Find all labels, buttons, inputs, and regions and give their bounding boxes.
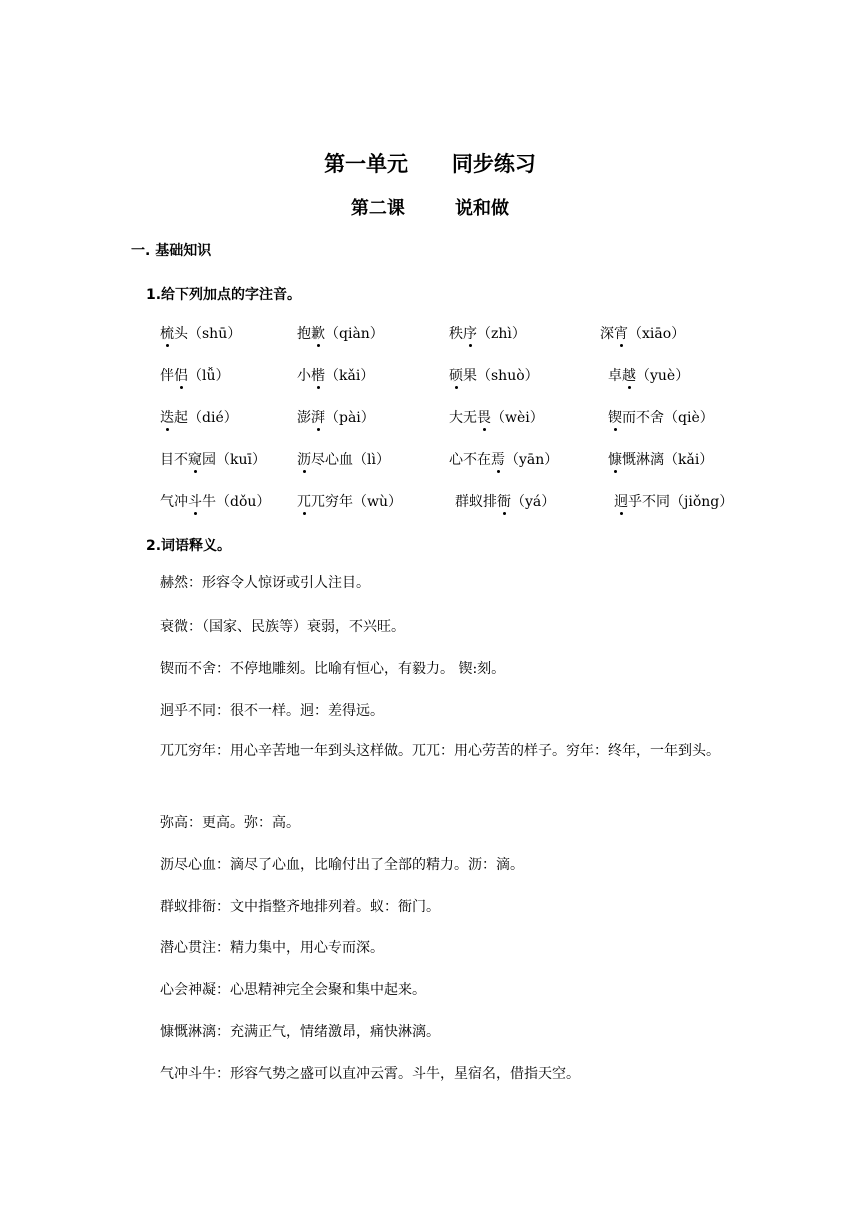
dotted-character: 畏: [477, 410, 491, 426]
pinyin-item-text: 心不在: [449, 452, 491, 468]
pinyin-reading: 兀穷年（wù）: [311, 494, 402, 510]
pinyin-item-text: 气冲: [160, 494, 188, 510]
pinyin-item: [160, 324, 241, 344]
dotted-character: 迭: [160, 410, 174, 426]
definition-item: 衰微：（国家、民族等）衰弱，不兴旺。: [160, 619, 405, 635]
definition-item: 气冲斗牛：形容气势之盛可以直冲云霄。斗牛，星宿名，借指天空。: [160, 1066, 580, 1082]
question-2-heading: 2.词语释义。: [146, 538, 232, 554]
dotted-character: 衙: [497, 494, 511, 510]
dotted-character: 歉: [311, 326, 325, 342]
pinyin-item-text: 抱: [297, 326, 311, 342]
pinyin-item: [614, 492, 733, 512]
definition-item: 兀兀穷年：用心辛苦地一年到头这样做。兀兀：用心劳苦的样子。穷年：终年，一年到头。: [160, 743, 720, 759]
dotted-character: 沥: [297, 452, 311, 468]
dotted-character: 慷: [608, 452, 622, 468]
dotted-character: 侣: [174, 368, 188, 384]
pinyin-item: [160, 366, 230, 386]
pinyin-item-text: 秩: [449, 326, 463, 342]
pinyin-reading: （xiāo）: [628, 326, 686, 342]
pinyin-item-text: 深: [600, 326, 614, 342]
definition-item: 赫然：形容令人惊讶或引人注目。: [160, 575, 370, 591]
pinyin-item: [160, 492, 270, 512]
pinyin-reading: 尽心血（lì）: [311, 452, 390, 468]
definition-item: 沥尽心血：滴尽了心血，比喻付出了全部的精力。沥：滴。: [160, 857, 524, 873]
dotted-character: 斗: [188, 494, 202, 510]
definition-item: 锲而不舍：不停地雕刻。比喻有恒心，有毅力。 锲:刻。: [160, 661, 506, 677]
pinyin-reading: （wèi）: [491, 410, 544, 426]
pinyin-reading: 头（shū）: [174, 326, 242, 342]
pinyin-reading: 起（dié）: [174, 410, 238, 426]
pinyin-reading: 果（shuò）: [463, 368, 539, 384]
pinyin-reading: （kǎi）: [325, 368, 375, 384]
pinyin-reading: （yuè）: [636, 368, 690, 384]
dotted-character: 宵: [614, 326, 628, 342]
definition-item: 潜心贯注：精力集中，用心专而深。: [160, 940, 384, 956]
pinyin-reading: （yá）: [511, 494, 556, 510]
pinyin-item: [297, 324, 384, 344]
page-title: 第一单元 同步练习: [324, 152, 536, 176]
dotted-character: 焉: [491, 452, 505, 468]
pinyin-item: [449, 450, 558, 470]
dotted-character: 锲: [608, 410, 622, 426]
dotted-character: 兀: [297, 494, 311, 510]
pinyin-item: [608, 450, 713, 470]
pinyin-item: [160, 408, 238, 428]
pinyin-item-text: 群蚁排: [455, 494, 497, 510]
pinyin-reading: 园（kuī）: [202, 452, 266, 468]
pinyin-reading: 而不舍（qiè）: [622, 410, 714, 426]
pinyin-item: [297, 492, 402, 512]
pinyin-reading: （zhì）: [477, 326, 526, 342]
pinyin-item: [449, 366, 539, 386]
section-heading-basic-knowledge: 一. 基础知识: [131, 243, 212, 259]
pinyin-reading: 慨淋漓（kǎi）: [622, 452, 714, 468]
pinyin-item-text: 伴: [160, 368, 174, 384]
pinyin-item: [160, 450, 266, 470]
pinyin-item: [449, 324, 526, 344]
pinyin-reading: （qiàn）: [325, 326, 384, 342]
definition-item: 迥乎不同：很不一样。迥：差得远。: [160, 703, 384, 719]
dotted-character: 序: [463, 326, 477, 342]
dotted-character: 硕: [449, 368, 463, 384]
dotted-character: 湃: [311, 410, 325, 426]
definition-item: 群蚁排衙：文中指整齐地排列着。蚁：衙门。: [160, 899, 440, 915]
lesson-subtitle: 第二课 说和做: [350, 198, 510, 219]
definition-item: 慷慨淋漓：充满正气，情绪激昂，痛快淋漓。: [160, 1024, 440, 1040]
dotted-character: 越: [622, 368, 636, 384]
pinyin-item: [600, 324, 685, 344]
pinyin-item: [297, 450, 390, 470]
definition-item: 心会神凝：心思精神完全会聚和集中起来。: [160, 982, 426, 998]
pinyin-item-text: 澎: [297, 410, 311, 426]
pinyin-reading: （yān）: [505, 452, 559, 468]
pinyin-item-text: 目不: [160, 452, 188, 468]
pinyin-item: [608, 408, 714, 428]
dotted-character: 迥: [614, 494, 628, 510]
pinyin-item-text: 卓: [608, 368, 622, 384]
dotted-character: 楷: [311, 368, 325, 384]
pinyin-reading: （lǚ）: [188, 368, 230, 384]
pinyin-item-text: 大无: [449, 410, 477, 426]
dotted-character: 梳: [160, 326, 174, 342]
pinyin-item-text: 小: [297, 368, 311, 384]
dotted-character: 窥: [188, 452, 202, 468]
pinyin-item: [449, 408, 544, 428]
question-1-heading: 1.给下列加点的字注音。: [146, 287, 302, 303]
pinyin-reading: 牛（dǒu）: [202, 494, 271, 510]
pinyin-reading: 乎不同（jiǒng）: [628, 494, 734, 510]
definition-item: 弥高：更高。弥：高。: [160, 815, 300, 831]
pinyin-reading: （pài）: [325, 410, 375, 426]
pinyin-item: [455, 492, 555, 512]
pinyin-item: [608, 366, 689, 386]
pinyin-item: [297, 366, 374, 386]
pinyin-item: [297, 408, 375, 428]
